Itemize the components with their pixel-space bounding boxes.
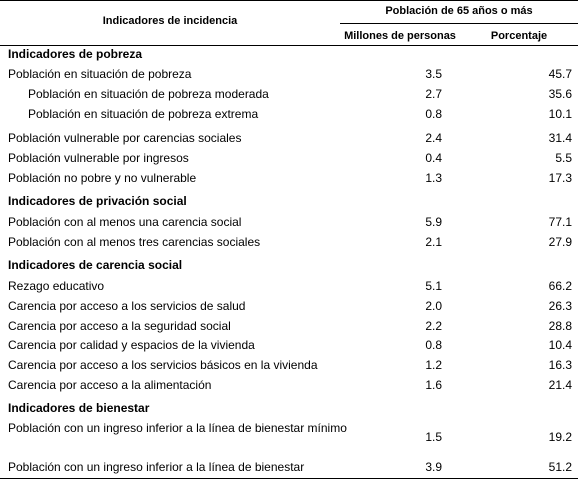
cell-millones: 1.2 xyxy=(425,358,442,372)
cell-porcentaje: 28.8 xyxy=(548,319,572,333)
cell-porcentaje: 77.1 xyxy=(548,215,572,229)
cell-millones: 2.1 xyxy=(425,235,442,249)
row-label: Población con un ingreso inferior a la línea de bienestar mínimo xyxy=(8,421,347,435)
row-label: Carencia por acceso a los servicios básicos en la vivienda xyxy=(8,358,318,372)
cell-millones: 3.5 xyxy=(425,67,442,81)
cell-porcentaje: 35.6 xyxy=(548,87,572,101)
cell-porcentaje: 51.2 xyxy=(548,460,572,474)
cell-porcentaje: 17.3 xyxy=(548,171,572,185)
section-title: Indicadores de carencia social xyxy=(8,258,183,272)
row-label: Carencia por acceso a los servicios de salud xyxy=(8,299,246,313)
row-label: Población en situación de pobreza xyxy=(8,67,192,81)
bottom-rule xyxy=(0,478,578,479)
cell-millones: 2.7 xyxy=(425,87,442,101)
cell-millones: 2.4 xyxy=(425,131,442,145)
row-label: Población en situación de pobreza moderada xyxy=(28,87,269,101)
section-title: Indicadores de pobreza xyxy=(8,47,143,61)
cell-porcentaje: 16.3 xyxy=(548,358,572,372)
cell-millones: 1.5 xyxy=(425,430,442,444)
row-label: Rezago educativo xyxy=(8,279,105,293)
row-label: Población vulnerable por ingresos xyxy=(8,151,189,165)
cell-porcentaje: 21.4 xyxy=(548,378,572,392)
cell-porcentaje: 31.4 xyxy=(548,131,572,145)
row-label: Carencia por acceso a la alimentación xyxy=(8,378,212,392)
top-rule xyxy=(0,0,578,1)
header-group: Población de 65 años o más xyxy=(385,5,533,17)
cell-millones: 0.8 xyxy=(425,107,442,121)
header-indicator: Indicadores de incidencia xyxy=(102,15,238,27)
header-porcentaje: Porcentaje xyxy=(490,30,548,42)
row-label: Población con al menos tres carencias sociales xyxy=(8,235,261,249)
cell-porcentaje: 45.7 xyxy=(548,67,572,81)
header-millones: Millones de personas xyxy=(344,30,456,42)
row-label: Población con un ingreso inferior a la línea de bienestar xyxy=(8,460,305,474)
row-label: Carencia por acceso a la seguridad social xyxy=(8,319,231,333)
cell-porcentaje: 5.5 xyxy=(555,151,572,165)
cell-millones: 1.6 xyxy=(425,378,442,392)
cell-millones: 1.3 xyxy=(425,171,442,185)
cell-porcentaje: 19.2 xyxy=(548,430,572,444)
group-underline xyxy=(340,23,578,24)
cell-millones: 5.9 xyxy=(425,215,442,229)
header-rule xyxy=(0,45,578,46)
cell-porcentaje: 10.1 xyxy=(548,107,572,121)
cell-millones: 2.0 xyxy=(425,299,442,313)
cell-millones: 3.9 xyxy=(425,460,442,474)
cell-porcentaje: 26.3 xyxy=(548,299,572,313)
cell-porcentaje: 10.4 xyxy=(548,338,572,352)
section-title: Indicadores de bienestar xyxy=(8,401,150,415)
row-label: Población en situación de pobreza extrema xyxy=(28,107,259,121)
section-title: Indicadores de privación social xyxy=(8,194,187,208)
row-label: Población vulnerable por carencias sociales xyxy=(8,131,242,145)
cell-millones: 0.4 xyxy=(425,151,442,165)
cell-millones: 5.1 xyxy=(425,279,442,293)
cell-porcentaje: 66.2 xyxy=(548,279,572,293)
row-label: Población con al menos una carencia social xyxy=(8,215,242,229)
cell-porcentaje: 27.9 xyxy=(548,235,572,249)
row-label: Carencia por calidad y espacios de la vivienda xyxy=(8,338,255,352)
row-label: Población no pobre y no vulnerable xyxy=(8,171,197,185)
cell-millones: 2.2 xyxy=(425,319,442,333)
cell-millones: 0.8 xyxy=(425,338,442,352)
